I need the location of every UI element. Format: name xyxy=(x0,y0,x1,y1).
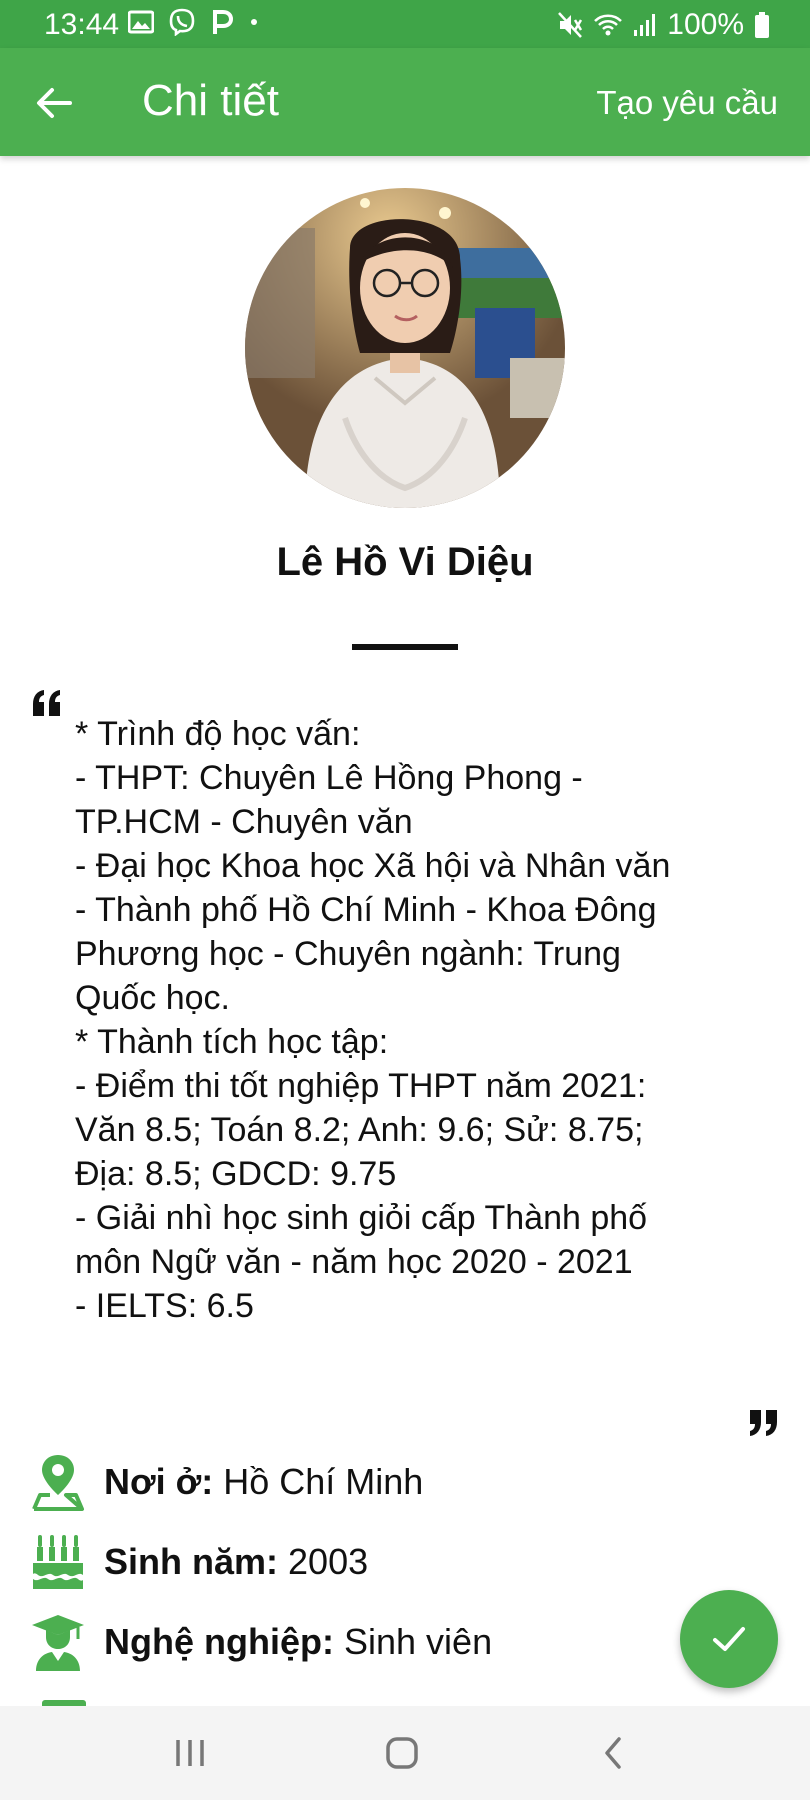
info-row-occupation xyxy=(30,1610,492,1674)
bio-line: * Thành tích học tập: xyxy=(75,1023,389,1061)
back-button[interactable] xyxy=(30,78,80,128)
bio-line: - THPT: Chuyên Lê Hồng Phong - xyxy=(75,759,583,797)
info-value: Hồ Chí Minh xyxy=(223,1461,424,1502)
status-bar xyxy=(0,0,810,48)
info-label: Nơi ở: xyxy=(104,1461,214,1502)
avatar xyxy=(245,188,565,508)
info-row-birth-year xyxy=(30,1530,368,1594)
status-time: 13:44 xyxy=(44,8,120,41)
birthday-cake-icon xyxy=(30,1531,86,1593)
bio-line: * Trình độ học vấn: xyxy=(75,715,361,753)
bio-line: - Điểm thi tốt nghiệp THPT năm 2021: xyxy=(75,1067,647,1105)
home-icon xyxy=(384,1735,420,1771)
bio-line: TP.HCM - Chuyên văn xyxy=(75,803,413,841)
info-label: Sinh năm: xyxy=(104,1541,279,1582)
battery-percent: 100% xyxy=(667,8,744,41)
bio-line: Văn 8.5; Toán 8.2; Anh: 9.6; Sử: 8.75; xyxy=(75,1111,644,1149)
profile-name: Lê Hồ Vi Diệu xyxy=(276,540,534,584)
create-request-button[interactable]: Tạo yêu cầu xyxy=(596,84,778,121)
info-row-residence xyxy=(30,1450,423,1514)
quote-close-icon xyxy=(746,1408,780,1438)
bio-line: - Thành phố Hồ Chí Minh - Khoa Đông xyxy=(75,891,657,929)
info-value: Sinh viên xyxy=(344,1621,493,1662)
image-icon xyxy=(128,10,154,34)
info-label: Nghệ nghiệp: xyxy=(104,1621,334,1662)
arrow-left-icon xyxy=(30,78,80,128)
wifi-icon xyxy=(593,12,623,38)
bio-line: Quốc học. xyxy=(75,979,230,1017)
bio-line: Địa: 8.5; GDCD: 9.75 xyxy=(75,1155,397,1193)
system-nav-bar xyxy=(0,1706,810,1800)
dot-icon xyxy=(248,8,260,36)
confirm-fab-button[interactable] xyxy=(680,1590,778,1688)
status-system-icons xyxy=(557,8,770,42)
nav-back-button[interactable] xyxy=(584,1728,644,1778)
viber-icon xyxy=(168,8,196,36)
app-bar xyxy=(0,48,810,156)
quote-open-icon xyxy=(30,688,64,718)
bio-line: môn Ngữ văn - năm học 2020 - 2021 xyxy=(75,1243,633,1281)
bio-text xyxy=(75,712,755,1328)
page-title: Chi tiết xyxy=(142,76,279,125)
info-value: 2003 xyxy=(288,1541,369,1582)
recent-apps-icon xyxy=(172,1737,208,1769)
bio-line: - Giải nhì học sinh giỏi cấp Thành phố xyxy=(75,1199,648,1237)
bio-line: - IELTS: 6.5 xyxy=(75,1287,254,1325)
bio-line: Phương học - Chuyên ngành: Trung xyxy=(75,935,621,973)
bio-line: - Đại học Khoa học Xã hội và Nhân văn xyxy=(75,847,671,885)
name-divider xyxy=(352,644,458,650)
signal-icon xyxy=(633,12,657,38)
home-button[interactable] xyxy=(372,1728,432,1778)
status-notification-icons xyxy=(128,8,260,36)
recent-apps-button[interactable] xyxy=(160,1728,220,1778)
location-pin-icon xyxy=(30,1451,86,1513)
battery-icon xyxy=(754,11,770,39)
mute-icon xyxy=(557,11,583,39)
check-icon xyxy=(707,1617,751,1661)
back-icon xyxy=(599,1735,629,1771)
p-icon xyxy=(210,8,234,36)
graduate-icon xyxy=(30,1611,86,1673)
